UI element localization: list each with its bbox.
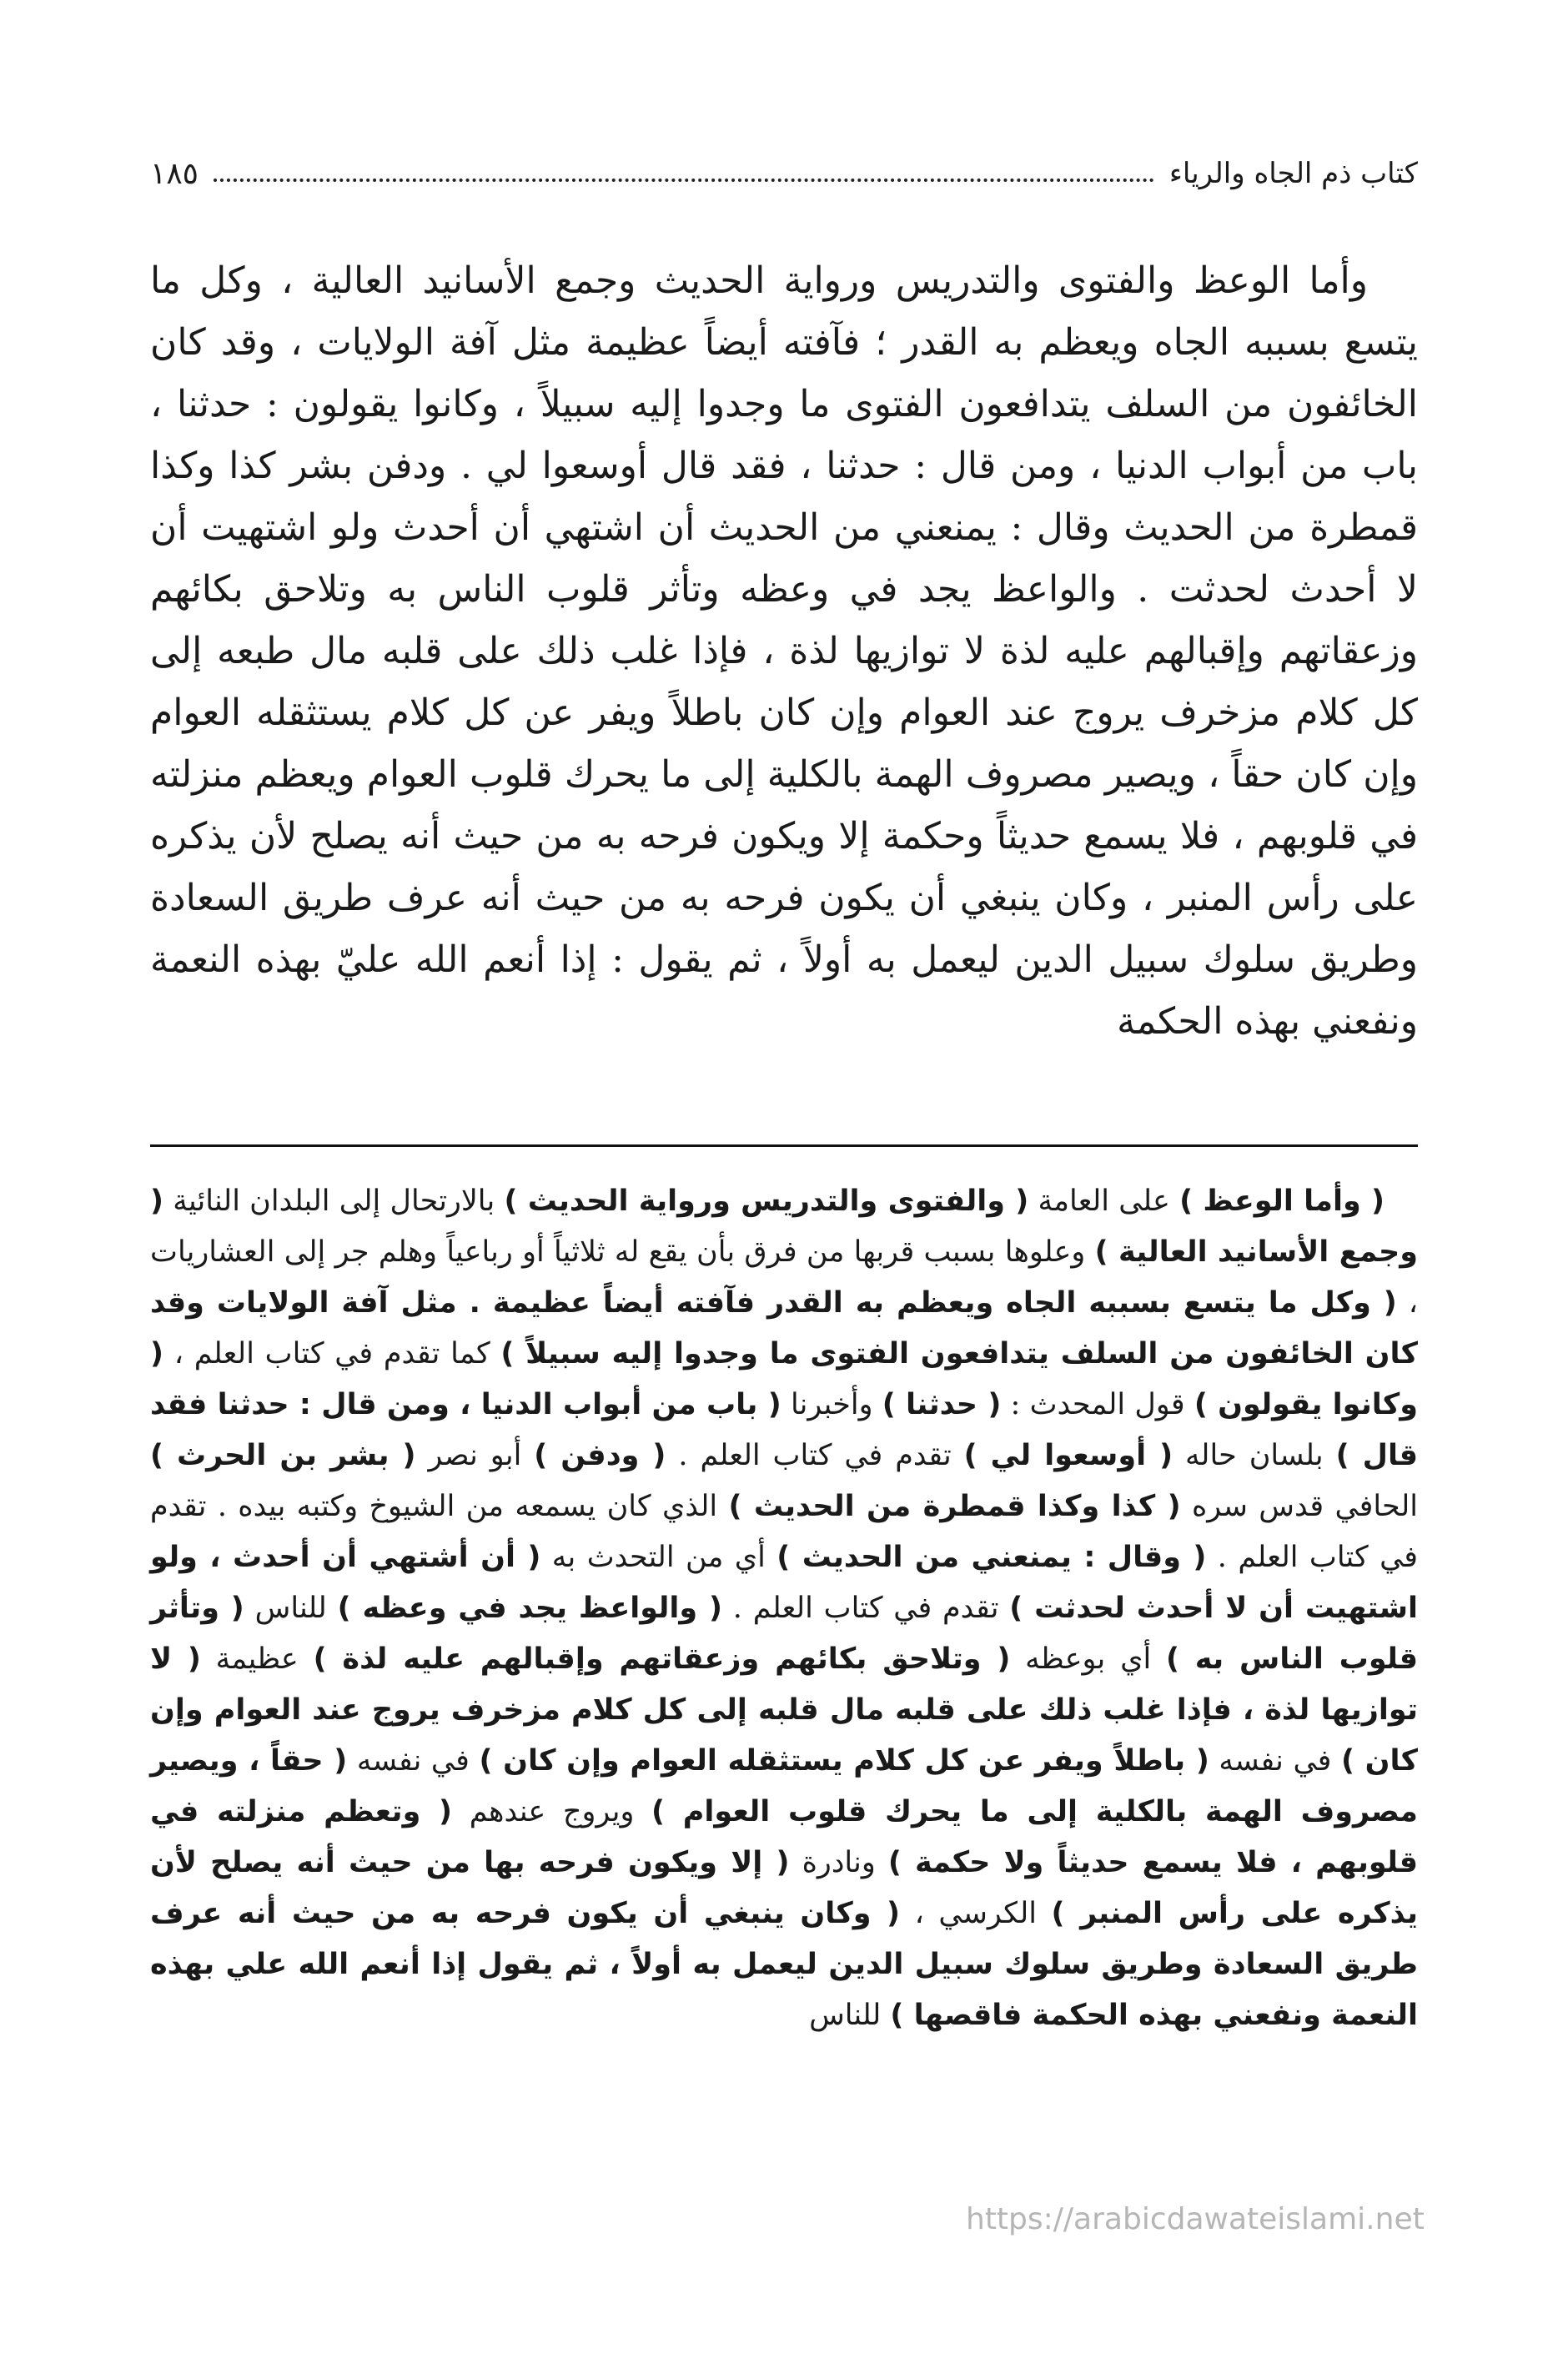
- commentary-explanation: عظيمة: [200, 1642, 314, 1676]
- commentary-quoted-text: ( وتلاحق بكائهم وزعقاتهم وإقبالهم عليه لذة ): [313, 1642, 1011, 1676]
- commentary-quoted-text: ( بشر بن الحرث ): [150, 1439, 416, 1472]
- commentary-quoted-text: ( وكل ما يتسع بسببه الجاه ويعظم به القدر فآفته أيضاً عظيمة . مثل آفة الولايات وقد كان الخائفون من السلف يتدافعون الفتوى ما وجدوا إليه سبيلاً ): [150, 1286, 1418, 1371]
- commentary-explanation: بالارتحال إلى البلدان النائية: [163, 1185, 505, 1218]
- commentary-quoted-text: ( وأما الوعظ ): [1179, 1185, 1385, 1218]
- commentary-explanation: أي بوعظه: [1010, 1642, 1166, 1676]
- commentary-explanation: وعلوها بسبب قربها من فرق بأن يقع له ثلاثياً أو رباعياً وهلم جر إلى العشاريات ،: [150, 1235, 1419, 1320]
- commentary-quoted-text: ( والواعظ يجد في وعظه ): [337, 1592, 722, 1625]
- separator-rule: [150, 1144, 1418, 1147]
- commentary-quoted-text: ( ودفن ): [534, 1439, 666, 1472]
- commentary-explanation: كما تقدم في كتاب العلم ،: [163, 1337, 501, 1371]
- commentary-quoted-text: ( وكانوا يقولون ): [150, 1337, 1418, 1421]
- commentary-explanation: ويروج عندهم: [452, 1795, 652, 1828]
- commentary-quoted-text: ( حدثنا ): [882, 1388, 1002, 1421]
- commentary-quoted-text: ( وقال : يمنعني من الحديث ): [776, 1541, 1207, 1574]
- page-number: ١٨٥: [150, 156, 199, 191]
- commentary-paragraph: [150, 1176, 1418, 2041]
- commentary-quoted-text: ( حقاً ، ويصير مصروف الهمة بالكلية إلى ما يحرك قلوب العوام ): [150, 1744, 1418, 1828]
- commentary-quoted-text: ( وكان ينبغي أن يكون فرحه به من حيث أنه عرف طريق السعادة وطريق سلوك سبيل الدين ليعمل به أولاً ، ثم يقول إذا أنعم الله علي بهذه النعمة ونفعني بهذه الحكمة فاقصها ): [150, 1897, 1418, 2032]
- commentary-quoted-text: ( وتأثر قلوب الناس به ): [150, 1592, 1419, 1676]
- commentary-explanation: في نفسه: [347, 1744, 480, 1778]
- commentary-explanation: للناس: [809, 1999, 891, 2032]
- commentary-explanation: بلسان حاله: [1173, 1439, 1336, 1472]
- commentary-quoted-text: ( والفتوى والتدريس ورواية الحديث ): [504, 1185, 1029, 1218]
- commentary-quoted-text: ( أوسعوا لي ): [963, 1439, 1173, 1472]
- commentary-quoted-text: ( باب من أبواب الدنيا ، ومن قال : حدثنا فقد قال ): [150, 1388, 1419, 1472]
- commentary-quoted-text: ( كذا وكذا قمطرة من الحديث ): [728, 1490, 1181, 1523]
- commentary-quoted-text: ( وتعظم منزلته في قلوبهم ، فلا يسمع حديثاً ولا حكمة ): [150, 1795, 1418, 1879]
- commentary-explanation: أي من التحدث به: [540, 1541, 777, 1574]
- book-title: كتاب ذم الجاه والرياء: [1168, 157, 1418, 190]
- watermark-url: https://arabicdawateislami.net: [966, 2202, 1425, 2236]
- commentary-explanation: الحافي قدس سره: [1180, 1490, 1418, 1523]
- commentary-explanation: تقدم في كتاب العلم .: [722, 1592, 1010, 1625]
- main-text-block: [150, 250, 1418, 1053]
- commentary-quoted-text: ( إلا ويكون فرحه بها من حيث أنه يصلح لأن يذكره على رأس المنبر ): [150, 1846, 1418, 1930]
- commentary-explanation: للناس: [244, 1592, 338, 1625]
- commentary-quoted-text: ( لا توازيها لذة ، فإذا غلب ذلك على قلبه مال قلبه إلى كل كلام مزخرف يروج عند العوام وإن كان ): [150, 1642, 1419, 1778]
- commentary-explanation: أبو نصر: [415, 1439, 535, 1472]
- commentary-explanation: الكرسي ،: [900, 1897, 1052, 1930]
- commentary-explanation: تقدم في كتاب العلم .: [666, 1439, 964, 1472]
- running-header: [150, 148, 1418, 199]
- dotted-leader: [214, 179, 1154, 182]
- commentary-explanation: على العامة: [1028, 1185, 1180, 1218]
- main-paragraph: وأما الوعظ والفتوى والتدريس ورواية الحديث وجمع الأسانيد العالية ، وكل ما يتسع بسببه الجاه ويعظم به القدر ؛ فآفته أيضاً عظيمة مثل آفة الولايات ، وقد كان الخائفون من السلف يتدافعون الفتوى ما وجدوا إليه سبيلاً ، وكانوا يقولون : حدثنا ، باب من أبواب الدنيا ، ومن قال : حدثنا ، فقد قال أوسعوا لي . ودفن بشر كذا وكذا قمطرة من الحديث وقال : يمنعني من الحديث أن اشتهي أن أحدث ولو اشتهيت أن لا أحدث لحدثت . والواعظ يجد في وعظه وتأثر قلوب الناس به وتلاحق بكائهم وزعقاتهم وإقبالهم عليه لذة لا توازيها لذة ، فإذا غلب ذلك على قلبه مال طبعه إلى كل كلام مزخرف يروج عند العوام وإن كان باطلاً ويفر عن كل كلام يستثقله العوام وإن كان حقاً ، ويصير مصروف الهمة بالكلية إلى ما يحرك قلوب العوام ويعظم منزلته في قلوبهم ، فلا يسمع حديثاً وحكمة إلا ويكون فرحه به من حيث أنه يصلح لأن يذكره على رأس المنبر ، وكان ينبغي أن يكون فرحه به من حيث أنه عرف طريق السعادة وطريق سلوك سبيل الدين ليعمل به أولاً ، ثم يقول : إذا أنعم الله عليّ بهذه النعمة ونفعني بهذه الحكمة: [150, 259, 1418, 1043]
- commentary-quoted-text: ( وجمع الأسانيد العالية ): [150, 1185, 1418, 1269]
- commentary-explanation: في نفسه: [1209, 1744, 1341, 1778]
- commentary-explanation: قول المحدث :: [1001, 1388, 1194, 1421]
- commentary-explanation: ونادرة: [789, 1846, 888, 1879]
- commentary-block: [150, 1176, 1418, 2041]
- commentary-quoted-text: ( باطلاً ويفر عن كل كلام يستثقله العوام وإن كان ): [479, 1744, 1209, 1778]
- commentary-explanation: الذي كان يسمعه من الشيوخ وكتبه بيده . تقدم في كتاب العلم .: [150, 1490, 1419, 1574]
- commentary-quoted-text: ( أن أشتهي أن أحدث ، ولو اشتهيت أن لا أحدث لحدثت ): [150, 1541, 1419, 1625]
- commentary-explanation: وأخبرنا: [781, 1388, 882, 1421]
